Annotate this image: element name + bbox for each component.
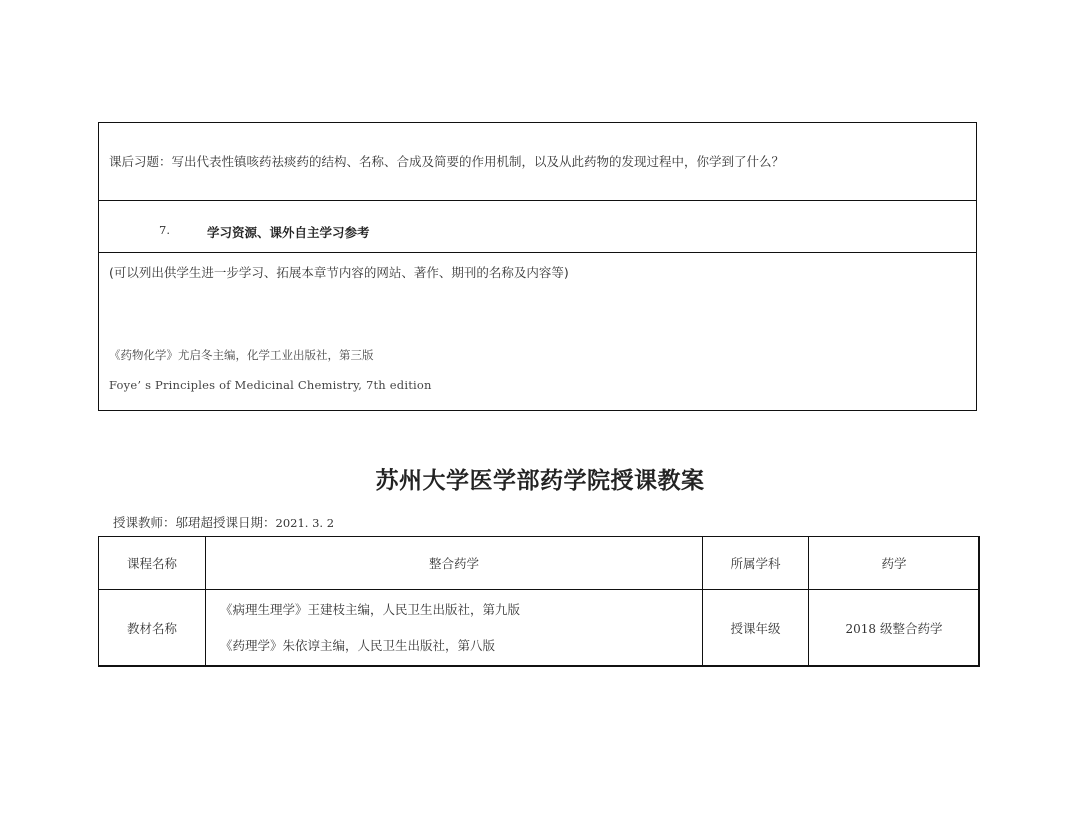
course-name-label: 课程名称 [99,537,206,590]
discipline-label: 所属学科 [703,537,809,590]
document-title: 苏州大学医学部药学院授课教案 [375,467,705,494]
homework-text: 课后习题：写出代表性镇咳药祛痰药的结构、名称、合成及简要的作用机制，以及从此药物的发现过程中，你学到了什么？ [109,154,785,169]
homework-resources-block [98,122,977,411]
grade-value [809,590,980,667]
grade-label: 授课年级 [703,590,809,667]
section-title: 学习资源、课外自主学习参考 [207,225,370,240]
teacher-date-line [113,513,334,531]
resources-row [99,253,976,411]
homework-row [99,123,976,201]
course-name-value: 整合药学 [206,537,703,590]
teacher-label: 授课教师：邬珺超授课日期： [113,515,276,530]
textbook-item: 《病理生理学》王建枝主编，人民卫生出版社，第九版 [220,602,521,617]
reference-item: Foye’ s Principles of Medicinal Chemistry, 7th edition [109,378,432,392]
textbook-list [206,590,703,667]
grade-year: 2018 [845,622,877,636]
course-info-table [98,536,980,667]
resources-hint: (可以列出供学生进一步学习、拓展本章节内容的网站、著作、期刊的名称及内容等) [109,265,569,280]
table-row [99,537,980,590]
section-number: 7. [159,223,170,237]
discipline-value: 药学 [809,537,980,590]
section-heading-row [99,201,976,253]
lecture-date: 2021. 3. 2 [275,516,335,530]
grade-text: 级整合药学 [876,621,943,636]
table-row [99,590,980,667]
reference-item: 《药物化学》尤启冬主编，化学工业出版社，第三版 [109,348,374,362]
textbook-label: 教材名称 [99,590,206,667]
textbook-item: 《药理学》朱依谆主编，人民卫生出版社，第八版 [220,638,496,653]
